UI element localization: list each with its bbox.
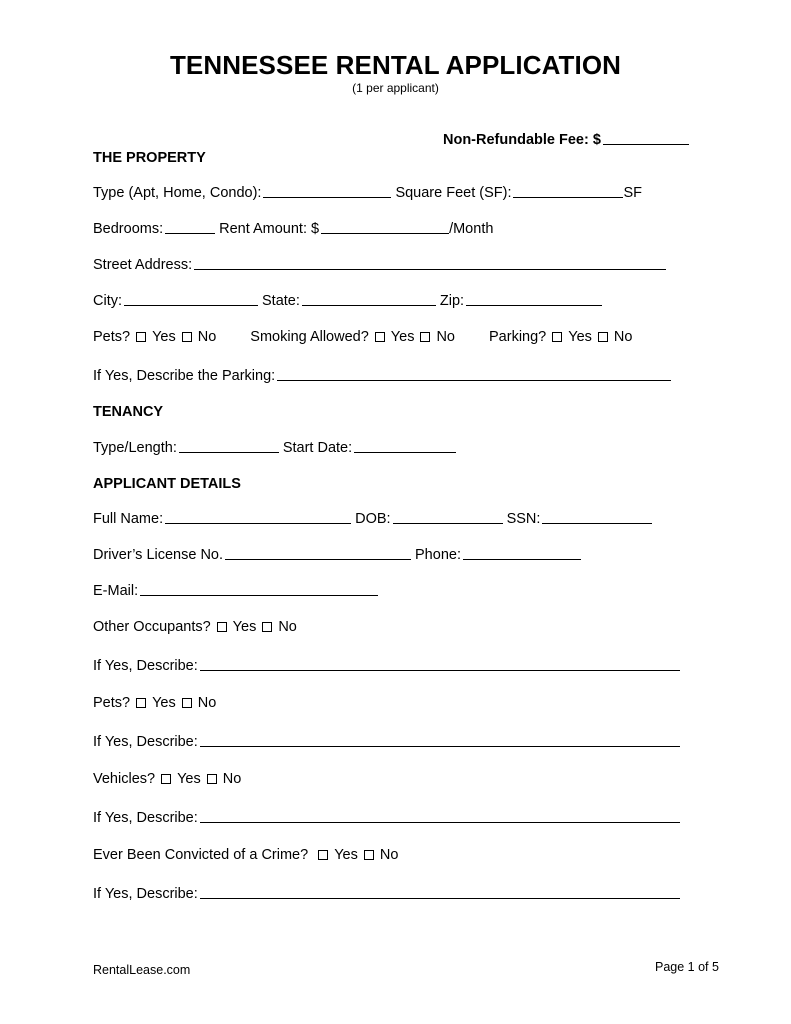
parking-describe-row	[93, 368, 675, 384]
start-date-label: Start Date:	[282, 440, 353, 456]
city-state-zip-row	[93, 293, 606, 309]
crime-describe-field[interactable]	[200, 897, 680, 899]
tenancy-row	[93, 440, 460, 456]
smoking-no-label: No	[436, 329, 455, 345]
full-name-field[interactable]	[165, 522, 351, 524]
property-pets-yes-label: Yes	[152, 329, 176, 345]
footer-site: RentalLease.com	[93, 963, 191, 977]
applicant-pets-yes-label: Yes	[152, 695, 176, 711]
smoking-yes-checkbox[interactable]	[375, 332, 385, 342]
occupants-describe-field[interactable]	[200, 669, 680, 671]
occupants-yes-label: Yes	[232, 619, 257, 635]
applicant-pets-label: Pets?	[93, 695, 131, 711]
street-address-label: Street Address:	[93, 257, 193, 273]
dob-label: DOB:	[355, 511, 391, 527]
type-length-label: Type/Length:	[93, 440, 177, 456]
vehicles-yes-checkbox[interactable]	[161, 774, 171, 784]
vehicles-describe-label: If Yes, Describe:	[93, 810, 198, 826]
parking-label: Parking?	[489, 329, 547, 345]
fee-field[interactable]	[603, 143, 689, 145]
crime-describe-row	[93, 886, 684, 902]
crime-no-label: No	[379, 847, 399, 863]
street-address-row	[93, 257, 670, 273]
square-feet-field[interactable]	[513, 196, 623, 198]
occupants-describe-label: If Yes, Describe:	[93, 658, 198, 674]
parking-describe-label: If Yes, Describe the Parking:	[93, 368, 276, 384]
applicant-pets-row	[93, 695, 216, 711]
vehicles-label: Vehicles?	[93, 771, 156, 787]
occupants-label: Other Occupants?	[93, 619, 211, 635]
crime-describe-label: If Yes, Describe:	[93, 886, 198, 902]
license-phone-row	[93, 547, 585, 563]
occupants-row	[93, 619, 297, 635]
email-row	[93, 583, 382, 599]
license-field[interactable]	[225, 558, 411, 560]
crime-yes-checkbox[interactable]	[318, 850, 328, 860]
applicant-pets-yes-checkbox[interactable]	[136, 698, 146, 708]
fee-label: Non-Refundable Fee: $	[443, 132, 601, 148]
square-feet-unit: SF	[623, 185, 643, 201]
phone-field[interactable]	[463, 558, 581, 560]
occupants-yes-checkbox[interactable]	[217, 622, 227, 632]
vehicles-describe-field[interactable]	[200, 821, 680, 823]
parking-describe-field[interactable]	[277, 379, 671, 381]
pets-describe-label: If Yes, Describe:	[93, 734, 198, 750]
phone-label: Phone:	[415, 547, 461, 563]
pets-describe-field[interactable]	[200, 745, 680, 747]
rent-unit: /Month	[449, 221, 494, 237]
section-heading-tenancy: TENANCY	[93, 404, 164, 420]
vehicles-row	[93, 771, 241, 787]
occupants-no-label: No	[278, 619, 297, 635]
page-subtitle: (1 per applicant)	[352, 81, 439, 95]
smoking-no-checkbox[interactable]	[420, 332, 430, 342]
state-label: State:	[262, 293, 300, 309]
email-label: E-Mail:	[93, 583, 139, 599]
zip-field[interactable]	[466, 304, 602, 306]
property-type-field[interactable]	[263, 196, 391, 198]
property-pets-label: Pets?	[93, 329, 131, 345]
parking-no-label: No	[613, 329, 633, 345]
street-address-field[interactable]	[194, 268, 666, 270]
parking-yes-label: Yes	[568, 329, 592, 345]
fee-row	[443, 132, 689, 148]
square-feet-label: Square Feet (SF):	[395, 185, 512, 201]
dob-field[interactable]	[393, 522, 503, 524]
city-field[interactable]	[124, 304, 258, 306]
property-pets-yes-checkbox[interactable]	[136, 332, 146, 342]
applicant-pets-no-label: No	[197, 695, 217, 711]
pets-smoking-parking-row	[93, 329, 632, 345]
license-label: Driver’s License No.	[93, 547, 224, 563]
bedrooms-field[interactable]	[165, 232, 215, 234]
start-date-field[interactable]	[354, 451, 456, 453]
city-label: City:	[93, 293, 122, 309]
ssn-label: SSN:	[506, 511, 541, 527]
parking-yes-checkbox[interactable]	[552, 332, 562, 342]
name-dob-ssn-row	[93, 511, 656, 527]
type-length-field[interactable]	[179, 451, 279, 453]
section-heading-property: THE PROPERTY	[93, 150, 206, 166]
crime-no-checkbox[interactable]	[364, 850, 374, 860]
applicant-pets-no-checkbox[interactable]	[182, 698, 192, 708]
crime-label: Ever Been Convicted of a Crime?	[93, 847, 309, 863]
bedrooms-rent-row	[93, 221, 493, 237]
crime-yes-label: Yes	[334, 847, 358, 863]
property-type-row	[93, 185, 642, 201]
smoking-label: Smoking Allowed?	[250, 329, 369, 345]
rent-amount-field[interactable]	[321, 232, 449, 234]
occupants-no-checkbox[interactable]	[262, 622, 272, 632]
page-title: TENNESSEE RENTAL APPLICATION	[169, 50, 622, 80]
vehicles-describe-row	[93, 810, 684, 826]
smoking-yes-label: Yes	[390, 329, 415, 345]
property-type-label: Type (Apt, Home, Condo):	[93, 185, 262, 201]
state-field[interactable]	[302, 304, 436, 306]
full-name-label: Full Name:	[93, 511, 164, 527]
section-heading-applicant: APPLICANT DETAILS	[93, 476, 241, 492]
parking-no-checkbox[interactable]	[598, 332, 608, 342]
vehicles-yes-label: Yes	[177, 771, 201, 787]
zip-label: Zip:	[439, 293, 465, 309]
vehicles-no-checkbox[interactable]	[207, 774, 217, 784]
email-field[interactable]	[140, 594, 378, 596]
ssn-field[interactable]	[542, 522, 652, 524]
pets-describe-row	[93, 734, 684, 750]
bedrooms-label: Bedrooms:	[93, 221, 164, 237]
footer-page-number: Page 1 of 5	[655, 960, 719, 974]
rent-amount-label: Rent Amount: $	[219, 221, 320, 237]
property-pets-no-label: No	[197, 329, 217, 345]
crime-row	[93, 847, 398, 863]
vehicles-no-label: No	[222, 771, 242, 787]
property-pets-no-checkbox[interactable]	[182, 332, 192, 342]
occupants-describe-row	[93, 658, 684, 674]
